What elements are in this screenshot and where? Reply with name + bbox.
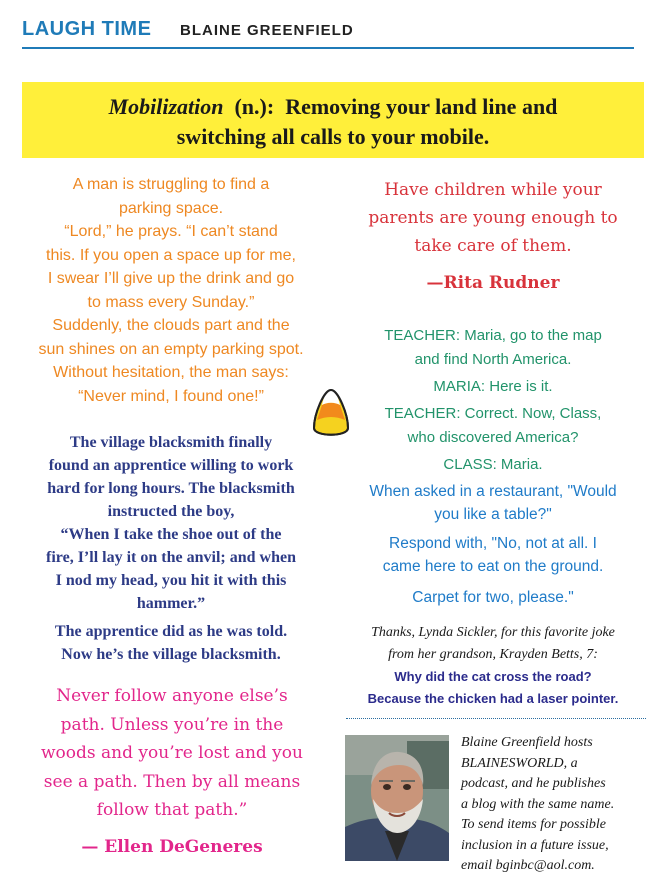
bio-line: a blog with the same name. [461, 796, 615, 812]
bio-line: BLAINESWORLD, a [461, 755, 578, 771]
teacher-joke [340, 324, 646, 477]
bio-line: Blaine Greenfield hosts [461, 735, 593, 750]
joke-line: “When I take the shoe out of the [60, 526, 282, 543]
author-photo [345, 735, 449, 861]
divider [346, 718, 646, 719]
quote-line: parents are young enough to [368, 208, 618, 228]
section-header [22, 14, 634, 48]
cat-joke-answer: Because the chicken had a laser pointer. [367, 691, 619, 706]
joke-line: this. If you open a space up for me, [46, 246, 296, 264]
joke-line: fire, I’ll lay it on the anvil; and when [46, 549, 296, 566]
joke-line: TEACHER: Correct. Now, Class, [384, 405, 602, 422]
author-bio [461, 733, 651, 877]
joke-line: The village blacksmith finally [69, 434, 273, 451]
joke-line: Respond with, "No, not at all. I [389, 535, 597, 552]
joke-line: CLASS: Maria. [443, 456, 543, 473]
quote-line: follow that path.” [96, 800, 248, 820]
joke-line: Suddenly, the clouds part and the [52, 317, 290, 334]
bio-line: inclusion in a future issue, [461, 837, 609, 853]
joke-line: TEACHER: Maria, go to the map [384, 327, 602, 344]
joke-line: MARIA: Here is it. [433, 378, 553, 395]
quote-attribution: —Rita Rudner [426, 273, 560, 293]
joke-line: I swear I’ll give up the drink and go [47, 270, 295, 287]
definition-line-2: switching all calls to your mobile. [176, 124, 490, 149]
quote-line: Never follow anyone else’s [56, 686, 288, 706]
header-rule [22, 47, 634, 49]
section-title: LAUGH TIME [22, 18, 152, 40]
cat-joke-question: Why did the cat cross the road? [394, 669, 592, 684]
joke-line: hard for long hours. The blacksmith [47, 480, 295, 497]
quote-line: Have children while your [384, 180, 602, 200]
definition-term: Mobilization [108, 94, 224, 119]
joke-line: I nod my head, you hit it with this [55, 572, 287, 589]
joke-line: Carpet for two, please." [412, 589, 574, 606]
quote-attribution: — Ellen DeGeneres [81, 836, 263, 857]
cat-joke-intro: Thanks, Lynda Sickler, for this favorite joke [371, 625, 615, 640]
section-author: BLAINE GREENFIELD [180, 22, 354, 39]
joke-line: “Never mind, I found one!” [78, 387, 264, 405]
joke-line: found an apprentice willing to work [48, 457, 294, 474]
blacksmith-joke [18, 431, 324, 666]
joke-line: A man is struggling to find a [72, 176, 270, 193]
joke-line: parking space. [118, 199, 224, 217]
joke-line: “Lord,” he prays. “I can’t stand [64, 223, 278, 240]
joke-line: and find North America. [414, 351, 572, 368]
definition-box [22, 82, 644, 158]
cat-joke [340, 622, 646, 710]
bio-line: To send items for possible [461, 817, 606, 832]
bio-line: email bginbc@aol.com. [461, 858, 595, 873]
joke-line: sun shines on an empty parking spot. [38, 340, 304, 358]
cat-joke-intro: from her grandson, Krayden Betts, 7: [388, 647, 598, 662]
joke-line: hammer.” [136, 595, 206, 612]
joke-line: to mass every Sunday.” [87, 293, 255, 311]
quote-line: take care of them. [414, 236, 572, 256]
quote-line: see a path. Then by all means [43, 771, 301, 792]
joke-line: came here to eat on the ground. [382, 558, 604, 575]
joke-line: you like a table?" [434, 506, 552, 523]
definition-line-1: Removing your land line and [285, 94, 558, 119]
definition-pos: (n.): [234, 94, 275, 119]
degeneres-quote [16, 682, 328, 861]
quote-line: path. Unless you’re in the [60, 714, 284, 735]
joke-line: The apprentice did as he was told. [54, 623, 288, 640]
bio-line: podcast, and he publishes [461, 776, 606, 791]
joke-line: Now he’s the village blacksmith. [61, 646, 281, 663]
joke-line: instructed the boy, [107, 503, 235, 520]
joke-line: Without hesitation, the man says: [53, 364, 289, 381]
parking-joke [18, 173, 324, 408]
rudner-quote [340, 176, 646, 297]
joke-line: When asked in a restaurant, "Would [369, 483, 617, 500]
joke-line: who discovered America? [407, 429, 579, 446]
quote-line: woods and you’re lost and you [41, 743, 303, 763]
restaurant-joke [340, 480, 646, 609]
